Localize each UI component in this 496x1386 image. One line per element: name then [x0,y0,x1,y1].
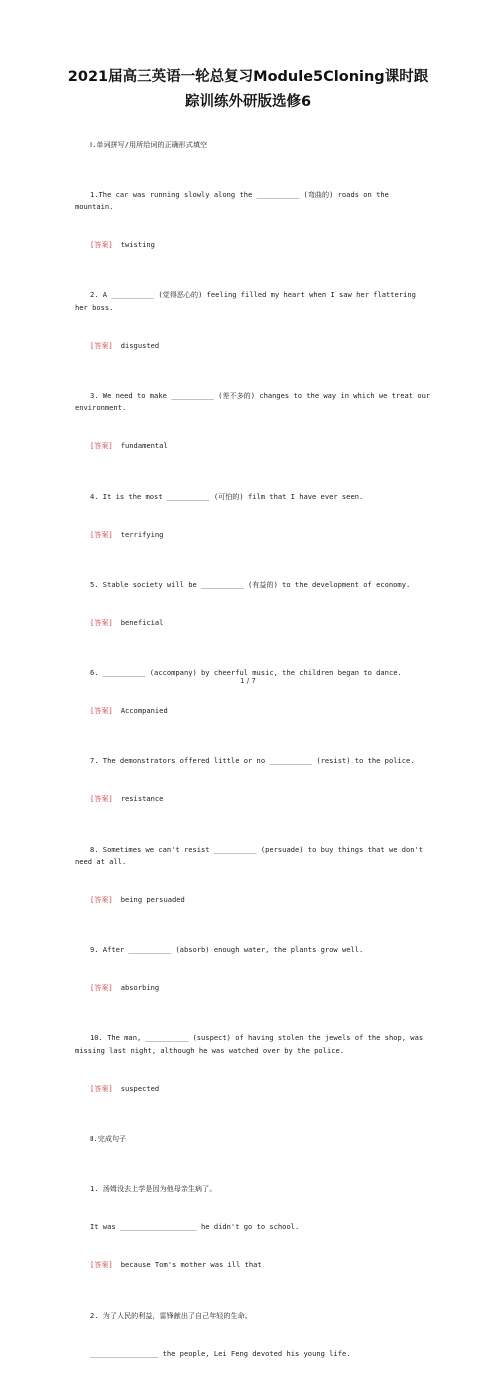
answer-line [90,793,431,805]
answer-text: terrifying [120,529,164,539]
answer-tag: [答案] [90,1083,113,1093]
answer-text: absorbing [120,983,160,993]
answer-line [90,894,431,906]
page-number: 1 / 7 [240,677,256,685]
answer-text: suspected [120,1083,160,1093]
question: 3. We need to make __________ (差不多的) changes to the way in which we treat our environment. [75,391,435,413]
answer-tag: [答案] [90,529,113,539]
question: 7. The demonstrators offered little or no __________ (resist) to the police. [90,756,415,766]
question: 10. The man, __________ (suspect) of having stolen the jewels of the shop, was missing last night, although he was watched over by the police. [75,1033,428,1055]
question: 1.The car was running slowly along the __________ (弯曲的) roads on the mountain. [75,189,394,212]
section-heading: Ⅰ.单词拼写/用所给词的正确形式填空 [90,139,208,149]
answer-tag: [答案] [90,617,113,627]
answer-tag: [答案] [90,706,113,716]
title-line-1: 2021届高三英语一轮总复习Module5Cloning课时跟 [67,69,429,85]
answer-tag: [答案] [90,794,113,804]
answer-tag: [答案] [90,894,113,904]
question: 2. A __________ (觉得恶心的) feeling filled my heart when I saw her flattering her boss. [75,290,421,312]
question-english: It was __________________ he didn't go to school. [90,1222,300,1232]
answer-text: disgusted [120,340,160,350]
answer-line [90,239,431,251]
answer-tag: [答案] [90,340,113,350]
answer-tag: [答案] [90,983,113,993]
answer-line [90,1083,431,1095]
question: 4. It is the most __________ (可怕的) film that I have ever seen. [90,491,364,501]
section-heading: Ⅱ.完成句子 [90,1134,127,1144]
answer-text: fundamental [120,441,168,451]
answer-line [90,440,431,452]
answer-text: beneficial [120,617,164,627]
answer-text: resistance [120,794,164,804]
answer-line [90,1259,431,1271]
answer-text: being persuaded [120,894,185,904]
document-content [75,114,435,1386]
answer-text: Accompanied [120,706,168,716]
answer-line [90,617,431,629]
answer-text: twisting [120,240,155,250]
question: 9. After __________ (absorb) enough water, the plants grow well. [90,945,364,955]
answer-tag: [答案] [90,441,113,451]
question: 1. 汤姆没去上学是因为他母亲生病了。 [90,1184,217,1194]
answer-line [90,340,431,352]
question: 6. __________ (accompany) by cheerful music, the children began to dance. [90,668,402,678]
title-line-2: 踪训练外研版选修6 [184,94,312,110]
question: 2. 为了人民的利益，雷锋献出了自己年轻的生命。 [90,1310,252,1320]
answer-line [90,529,431,541]
document-title [60,65,436,115]
question-english: ________________ the people, Lei Feng devoted his young life. [90,1348,351,1358]
answer-text: because Tom's mother was ill that [120,1260,262,1270]
answer-line [90,982,431,994]
answer-line [90,705,431,717]
answer-tag: [答案] [90,240,113,250]
question: 5. Stable society will be __________ (有益的) to the development of economy. [90,579,411,589]
question: 8. Sometimes we can't resist __________ (persuade) to buy things that we don't need at all. [75,844,428,866]
answer-tag: [答案] [90,1260,113,1270]
